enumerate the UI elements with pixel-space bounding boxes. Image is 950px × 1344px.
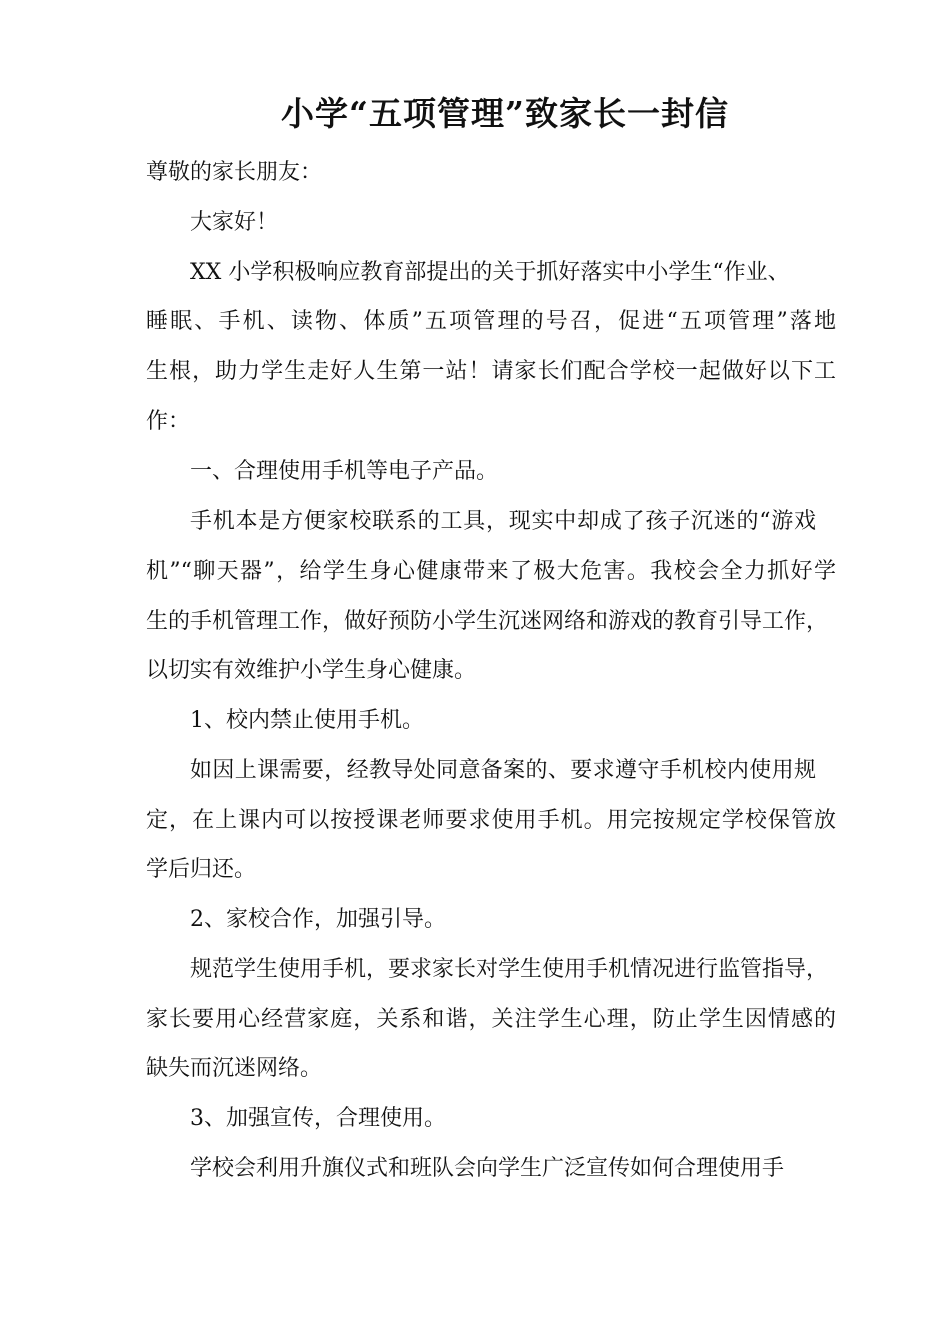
paragraph-line: 手机本是方便家校联系的工具，现实中却成了孩子沉迷的“游戏 [190,509,816,534]
subsection-heading: 2、家校合作，加强引导。 [190,907,446,932]
paragraph-line: 机”“聊天器”，给学生身心健康带来了极大危害。我校会全力抓好学 [146,559,836,584]
salutation: 尊敬的家长朋友： [146,160,323,185]
paragraph-line: 学后归还。 [146,857,257,882]
greeting: 大家好！ [190,210,279,235]
paragraph-line: 规范学生使用手机，要求家长对学生使用手机情况进行监管指导， [190,957,829,982]
subsection-heading: 1、校内禁止使用手机。 [190,708,424,733]
paragraph-line: XX 小学积极响应教育部提出的关于抓好落实中小学生“作业、 [190,260,790,285]
paragraph-line: 以切实有效维护小学生身心健康。 [146,658,477,683]
paragraph-line: 如因上课需要，经教导处同意备案的、要求遵守手机校内使用规 [190,758,816,783]
paragraph-line: 作： [146,409,191,434]
subsection-heading: 3、加强宣传，合理使用。 [190,1106,446,1131]
paragraph-line: 定，在上课内可以按授课老师要求使用手机。用完按规定学校保管放 [146,808,836,833]
paragraph-line: 缺失而沉迷网络。 [146,1056,323,1081]
paragraph-line: 学校会利用升旗仪式和班队会向学生广泛宣传如何合理使用手 [190,1156,785,1181]
paragraph-line: 生的手机管理工作，做好预防小学生沉迷网络和游戏的教育引导工作， [146,609,829,634]
section-heading: 一、合理使用手机等电子产品。 [190,459,499,484]
paragraph-line: 生根，助力学生走好人生第一站！请家长们配合学校一起做好以下工 [146,359,836,384]
paragraph-line: 睡眠、手机、读物、体质”五项管理的号召，促进“五项管理”落地 [146,309,836,334]
paragraph-line: 家长要用心经营家庭，关系和谐，关注学生心理，防止学生因情感的 [146,1007,836,1032]
document-title: 小学“五项管理”致家长一封信 [281,94,729,133]
